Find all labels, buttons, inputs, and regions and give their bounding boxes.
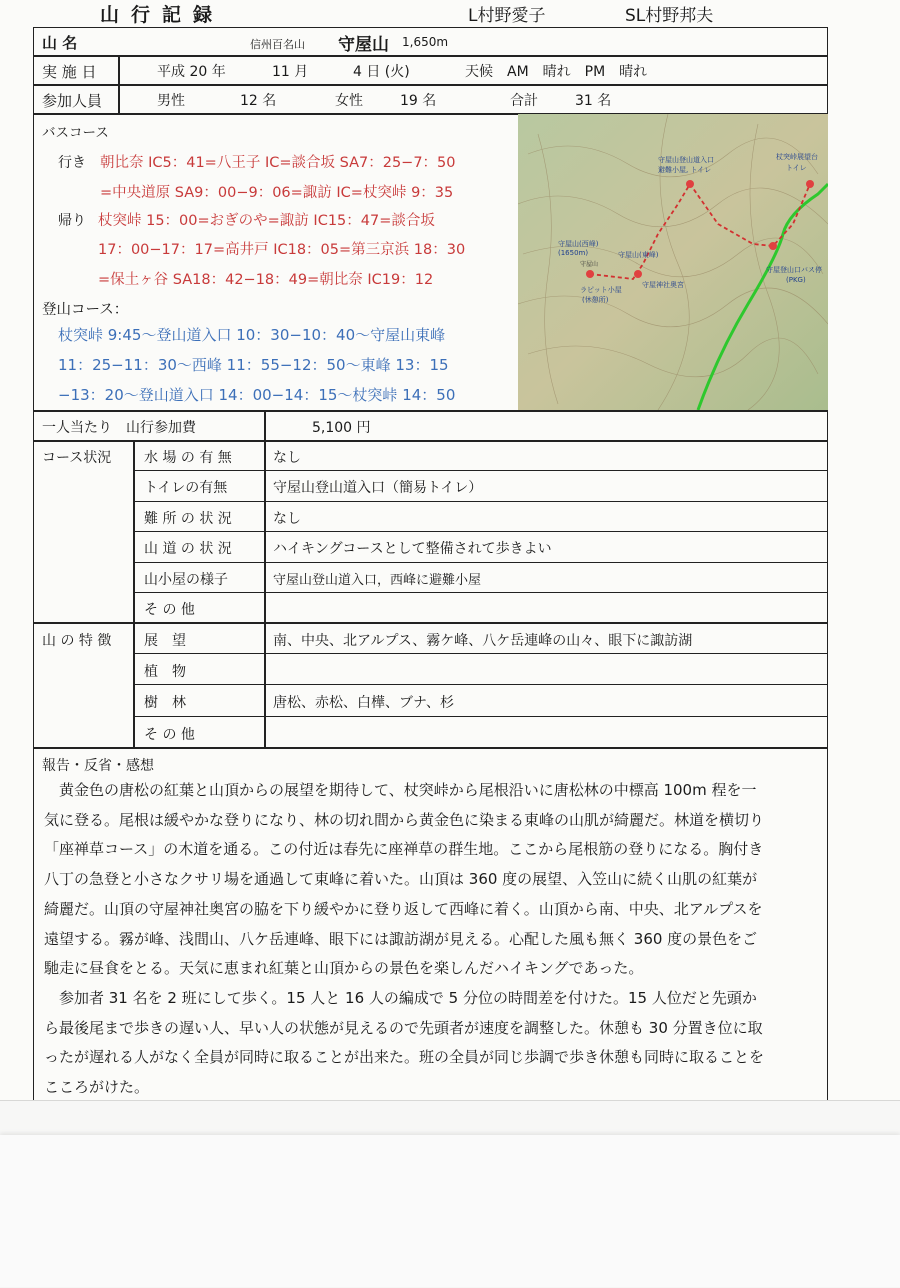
mountain-label: 山 名 [42,34,78,52]
bus-return-label: 帰り [58,213,86,229]
report-p2-line: こころがけた。 [44,1078,150,1097]
feature-item-plants: 植 物 [144,664,186,680]
mountain-elevation: 1,650m [402,35,449,49]
weather: 天候 AM 晴れ PM 晴れ [465,64,648,80]
bus-go-label: 行き [58,155,86,171]
mountain-name: 守屋山 [338,35,389,55]
map-label-hut: 避難小屋, トイレ [658,166,712,174]
map-label-summit: 守屋山 [580,261,599,268]
features-label: 山 の 特 徴 [42,633,112,649]
course-item-water: 水 場 の 有 無 [144,450,232,466]
course-value-toilet: 守屋山登山道入口（簡易トイレ） [273,480,483,496]
course-value-trail: ハイキングコースとして整備されて歩きよい [273,541,552,557]
date-label: 実 施 日 [42,63,97,81]
course-item-trail: 山 道 の 状 況 [144,541,232,557]
course-status-label: コース状況 [42,450,112,466]
course-item-hazard: 難 所 の 状 況 [144,511,232,527]
bus-return-line-1: 杖突峠 15：00=おぎのや=諏訪 IC15：47=談合坂 [98,213,435,229]
map-label-rest-area: (休憩所) [582,296,609,304]
route-map [518,114,828,410]
map-label-elevation: (1650m) [558,249,589,257]
report-label: 報告・反省・感想 [42,758,154,774]
female-count: 19 名 [400,93,437,109]
report-p1-line: 気に登る。尾根は緩やかな登りになり、林の切れ間から黄金色に染まる東峰の山肌が綺麗だ。林道を横切り [44,810,765,829]
report-p2-line: ら最後尾まで歩きの遅い人、早い人の状態が見えるので先頭者が速度を調整した。休憩も 30 分置き位に取 [44,1018,763,1037]
male-count: 12 名 [240,93,277,109]
report-p1-line: 「座禅草コース」の木道を通る。この付近は春先に座禅草の群生地。ここから尾根筋の登りになる。胸付き [44,840,764,859]
map-label-bus-stop: 守屋登山口バス停 [766,266,822,274]
report-p2-line: ったが遅れる人がなく全員が同時に取ることが出来た。班の全員が同じ歩調で歩き休憩も同時に取ることを [44,1048,765,1067]
report-paragraph-1 [44,776,828,1103]
climb-line-1: 杖突峠 9:45〜登山道入口 10：30−10：40〜守屋山東峰 [58,326,446,344]
male-label: 男性 [157,93,185,109]
climb-line-2: 11：25−11：30〜西峰 11：55−12：50〜東峰 13：15 [58,356,449,374]
members-label: 参加人員 [42,92,103,110]
climb-course-label: 登山コース： [42,302,129,318]
overlapping-paper-front [0,1135,900,1287]
total-count: 31 名 [575,93,612,109]
course-item-hut: 山小屋の様子 [144,572,228,588]
map-label-toilet: トイレ [786,164,807,172]
feature-value-forest: 唐松、赤松、白樺、ブナ、杉 [273,695,455,711]
report-p1-line: 遠望する。霧が峰、浅間山、八ケ岳連峰、眼下には諏訪湖が見える。心配した風も無く 360 度の景色をご [44,929,758,948]
map-label-rabbit-hut: ラピット小屋 [580,286,622,294]
feature-item-forest: 樹 林 [144,695,186,711]
feature-item-other: そ の 他 [144,727,195,743]
bus-return-line-3: =保土ヶ谷 SA18：42−18：49=朝比奈 IC19：12 [98,272,434,288]
map-label-west-peak: 守屋山(西峰) [558,240,599,248]
course-value-water: なし [273,450,301,466]
course-item-toilet: トイレの有無 [144,480,228,496]
feature-value-view: 南、中央、北アルプス、霧ケ峰、八ケ岳連峰の山々、眼下に諏訪湖 [273,633,693,649]
course-value-hut: 守屋山登山道入口，西峰に避難小屋 [273,573,482,588]
bus-return-line-2: 17：00−17：17=高井戸 IC18：05=第三京浜 18：30 [98,242,466,258]
map-label-east-peak: 守屋山(東峰) [618,251,659,259]
date-day: 4 日 (火) [353,64,410,80]
female-label: 女性 [335,93,363,109]
bus-go-line-2: =中央道原 SA9：00−9：06=諏訪 IC=杖突峠 9：35 [100,185,454,201]
cost-value: 5,100 円 [312,420,371,436]
report-p2-line: 参加者 31 名を 2 班にして歩く。15 人と 16 人の編成で 5 分位の時間差を付けた。15 人位だと先頭か [44,988,757,1007]
report-p1-line: 馳走に昼食をとる。天気に恵まれ紅葉と山頂からの景色を楽しんだハイキングであった。 [44,959,644,978]
page-title: 山行記録 [100,4,225,26]
total-label: 合計 [510,93,538,109]
course-item-other: そ の 他 [144,602,195,618]
leader-name: L村野愛子 [468,6,546,26]
header [0,0,900,26]
bus-go-line-1: 朝比奈 IC5：41=八王子 IC=談合坂 SA7：25−7：50 [100,155,456,171]
report-p1-line: 綺麗だ。山頂の守屋神社奥宮の脇を下り緩やかに登り返して西峰に着く。山頂から南、中央、北アルプスを [44,899,763,918]
map-label-parking: (PKG) [786,276,806,284]
report-p1-line: 八丁の急登と小さなクサリ場を通過して東峰に着いた。山頂は 360 度の展望、入笠山に続く山肌の紅葉が [44,870,758,889]
bus-course-label: バスコース [42,125,109,141]
map-label-trailhead: 守屋山登山道入口 [658,156,714,164]
date-month: 11 月 [272,64,309,80]
map-label-shrine: 守屋神社奥宮 [642,281,684,289]
course-value-hazard: なし [273,511,301,527]
subleader-name: SL村野邦夫 [625,6,714,26]
date-era: 平成 20 年 [157,64,226,80]
cost-label: 一人当たり 山行参加費 [42,420,196,436]
map-label-lookout: 杖突峠展望台 [776,153,818,161]
report-p1-line: 黄金色の唐松の紅葉と山頂からの展望を期待して、杖突峠から尾根沿いに唐松林の中標高 100m 程を一 [44,781,757,799]
climb-line-3: −13：20〜登山道入口 14：00−14：15〜杖突峠 14：50 [58,386,456,404]
mountain-tag: 信州百名山 [250,38,305,51]
feature-item-view: 展 望 [144,633,186,649]
